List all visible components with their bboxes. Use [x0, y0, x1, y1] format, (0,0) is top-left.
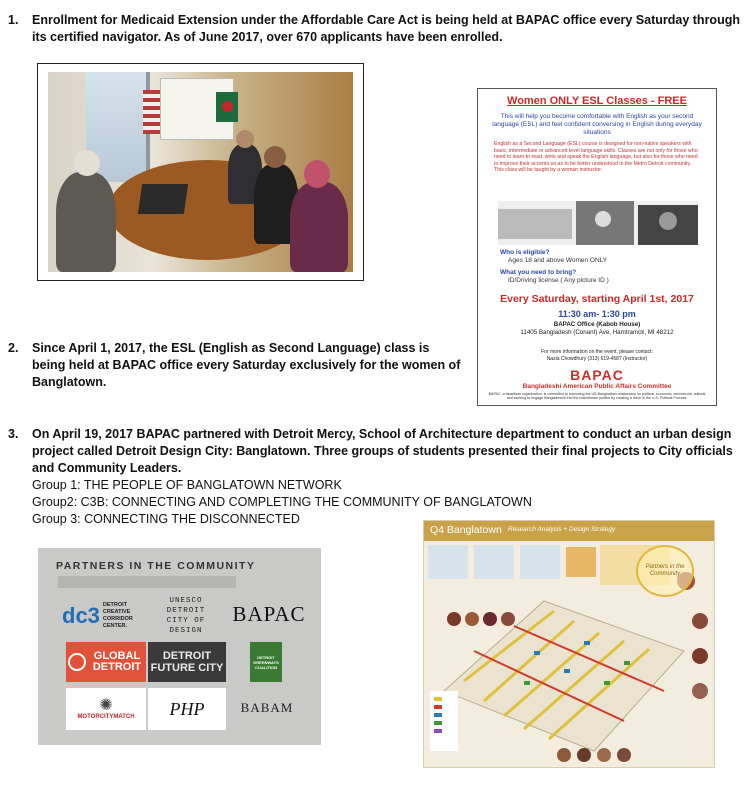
bapac-logo: BAPAC — [570, 367, 624, 383]
person-head — [236, 130, 254, 148]
dc3-logo — [62, 598, 152, 634]
bring-label: What you need to bring? — [500, 269, 577, 276]
item-3-text: On April 19, 2017 BAPAC partnered with Detroit Mercy, School of Architecture department to conduct an urban design project called Detroit Design City: Banglatown. Three groups of students presented their final projects to City officials and Community Leaders. — [32, 427, 733, 475]
map-subtitle: Research Analysis + Design Strategy — [508, 526, 616, 533]
map-callout: Partners in the Community — [636, 545, 694, 597]
flyer-date: Every Saturday, starting April 1st, 2017 — [500, 293, 694, 305]
person — [56, 172, 116, 272]
flyer-address — [478, 321, 716, 337]
detroit-greenways-logo: DETROIT GREENWAYS COALITION — [250, 642, 282, 682]
motorcity-text: MOTORCITYMATCH — [77, 714, 135, 720]
globe-icon — [68, 653, 86, 671]
flyer-title: Women ONLY ESL Classes - FREE — [507, 95, 687, 107]
bring-value: ID/Driving license ( Any picture ID ) — [508, 277, 609, 284]
map-title: Q4 Banglatown — [430, 524, 502, 536]
meeting-photo-frame — [37, 63, 364, 281]
flyer-fineprint: BAPAC, a bipartisan organization, is committed to improving the US-Bangladesh relationship on political, economic, commercial, cultural and working to engage Bangladeshis into the mainstream politics by creating a voice in the U.S. Political Process. — [488, 392, 706, 401]
group-3: Group 3: CONNECTING THE DISCONNECTED — [32, 512, 300, 526]
unesco-logo: UNESCO DETROIT CITY OF DESIGN — [166, 597, 206, 635]
who-label: Who is eligible? — [500, 249, 550, 256]
person-head — [304, 160, 330, 188]
person — [290, 182, 348, 272]
meeting-photo — [48, 72, 353, 272]
esl-flyer — [477, 88, 717, 406]
dc3-text: DETROIT CREATIVE CORRIDOR CENTER. — [102, 602, 133, 629]
flyer-eligibility — [500, 249, 609, 285]
item-1-text: Enrollment for Medicaid Extension under the Affordable Care Act is being held at BAPAC office every Saturday through its certified navigator. As of June 2017, over 670 applicants have been enrolled. — [32, 13, 740, 44]
partners-subtitle-bar — [58, 576, 236, 588]
person-head — [74, 150, 100, 176]
person-head — [264, 146, 286, 168]
dc3-mark: dc3 — [62, 603, 100, 628]
laptop-icon — [138, 184, 188, 214]
flyer-place: BAPAC Office (Kabob House) — [553, 321, 641, 328]
group-2: Group2: C3B: CONNECTING AND COMPLETING THE COMMUNITY OF BANGLATOWN — [32, 495, 532, 509]
partners-panel — [38, 548, 321, 745]
flyer-street: 11405 Bangladesh (Conant) Ave, Hamtramck, MI 48212 — [520, 329, 674, 336]
flyer-time: 11:30 am- 1:30 pm — [558, 309, 636, 319]
motorcity-icon: ✺ — [99, 697, 113, 714]
bangladesh-flag-icon — [216, 92, 238, 122]
flyer-org: Bangladeshi American Public Affairs Committee — [522, 383, 672, 390]
contact-line-2: Nazia Chowdhury (313) 619-4587 (Instructor) — [546, 356, 648, 362]
global-detroit-logo — [66, 642, 146, 682]
flyer-contact — [478, 349, 716, 363]
item-1-number: 1. — [8, 13, 19, 27]
banglatown-map-poster — [423, 520, 715, 768]
item-2-text: Since April 1, 2017, the ESL (English as Second Language) class is being held at BAPAC office every Saturday exclusively for the women of Banglatown. — [32, 341, 461, 389]
who-value: Ages 18 and above Women ONLY — [508, 257, 608, 264]
babam-logo: BABAM — [240, 700, 294, 715]
item-2-number: 2. — [8, 341, 19, 355]
detroit-future-city-logo: DETROIT FUTURE CITY — [148, 642, 226, 682]
flyer-image — [498, 201, 698, 245]
motorcity-match-logo — [66, 688, 146, 730]
group-1: Group 1: THE PEOPLE OF BANGLATOWN NETWORK — [32, 478, 342, 492]
contact-line-1: For more information on the event, please contact: — [541, 349, 653, 355]
flyer-intro: This will help you become comfortable with English as your second language (ESL) and feel confident conversing in English during everyday situations — [492, 113, 702, 136]
item-3-number: 3. — [8, 427, 19, 441]
php-logo: PHP — [148, 688, 226, 730]
bapac-partner-logo: BAPAC — [232, 601, 306, 626]
flyer-body: English as a Second Language (ESL) course is designed for non-native speakers with basic, intermediate or advanced level language skills. Classes are not only for those who need to learn to read, write and speak the English language, but also for those who need to improve their accents so as to be better understood in the Metro Detroit community. This class will be taught by a woman instructor. — [494, 141, 698, 174]
global-detroit-text: GLOBAL DETROIT — [92, 650, 142, 673]
partners-heading: PARTNERS IN THE COMMUNITY — [56, 560, 256, 572]
